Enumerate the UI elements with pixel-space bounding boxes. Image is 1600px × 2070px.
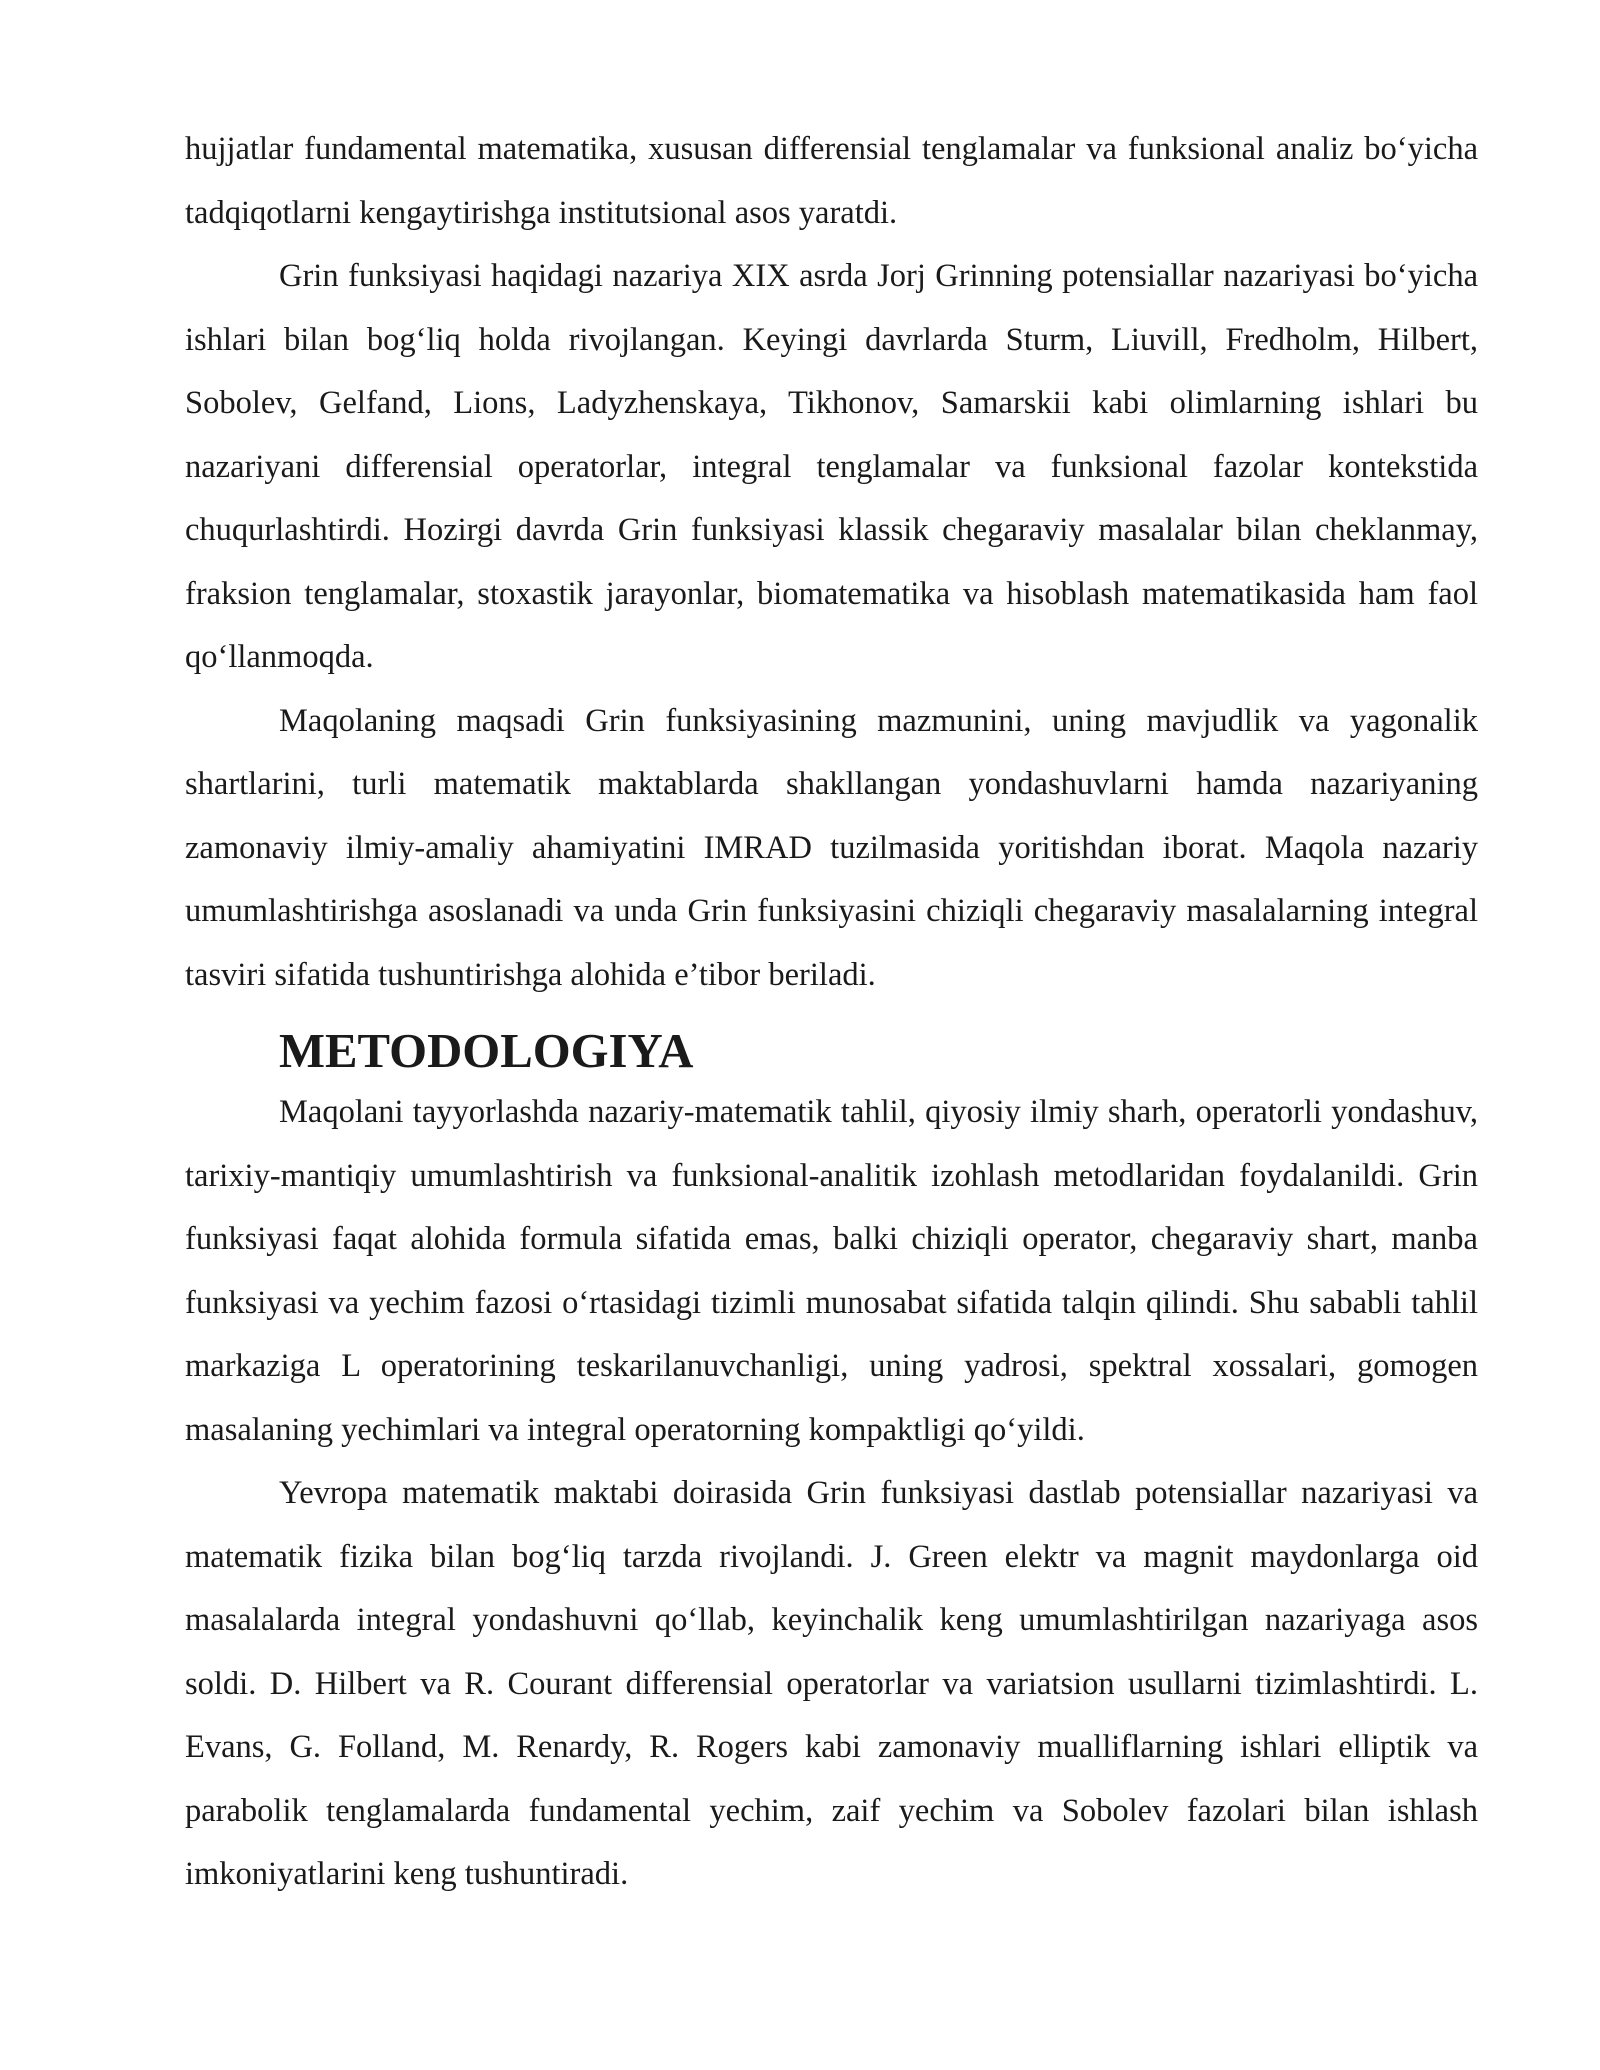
section-heading-methodology: METODOLOGIYA [279,1024,694,1078]
paragraph-methodology: Maqolani tayyorlashda nazariy-matematik tahlil, qiyosiy ilmiy sharh, operatorli yondashuv, tarixiy-mantiqiy umumlashtirish va funksional-analitik izohlash metodlaridan foydalanildi. Grin funksiyasi faqat alohida formula sifatida emas, balki chiziqli operator, chegaraviy shart, manba funksiyasi va yechim fazosi o‘rtasidagi tizimli munosabat sifatida talqin qilindi. Shu sababli tahlil markaziga L operatorining teskarilanuvchanligi, uning yadrosi, spektral xossalari, gomogen masalaning yechimlari va integral operatorning kompaktligi qo‘yildi. [185,1094,1478,1448]
paragraph-continuation: hujjatlar fundamental matematika, xususan differensial tenglamalar va funksional analiz bo‘yicha tadqiqotlarni kengaytirishga institutsional asos yaratdi. [185,131,1478,231]
paragraph-european-school: Yevropa matematik maktabi doirasida Grin funksiyasi dastlab potensiallar nazariyasi va matematik fizika bilan bog‘liq tarzda rivojlandi. J. Green elektr va magnit maydonlarga oid masalalarda integral yondashuvni qo‘llab, keyinchalik keng umumlashtirilgan nazariyaga asos soldi. D. Hilbert va R. Courant differensial operatorlar va variatsion usullarni tizimlashtirdi. L. Evans, G. Folland, M. Renardy, R. Rogers kabi zamonaviy mualliflarning ishlari elliptik va parabolik tenglamalarda fundamental yechim, zaif yechim va Sobolev fazolari bilan ishlash imkoniyatlarini keng tushuntiradi. [185,1475,1478,1892]
document-page [185,118,1478,1907]
paragraph-article-goal: Maqolaning maqsadi Grin funksiyasining mazmunini, uning mavjudlik va yagonalik shartlarini, turli matematik maktablarda shakllangan yondashuvlarni hamda nazariyaning zamonaviy ilmiy-amaliy ahamiyatini IMRAD tuzilmasida yoritishdan iborat. Maqola nazariy umumlashtirishga asoslanadi va unda Grin funksiyasini chiziqli chegaraviy masalalarning integral tasviri sifatida tushuntirishga alohida e’tibor beriladi. [185,702,1478,993]
paragraph-green-function-history: Grin funksiyasi haqidagi nazariya XIX asrda Jorj Grinning potensiallar nazariyasi bo‘yicha ishlari bilan bog‘liq holda rivojlangan. Keyingi davrlarda Sturm, Liuvill, Fredholm, Hilbert, Sobolev, Gelfand, Lions, Ladyzhenskaya, Tikhonov, Samarskii kabi olimlarning ishlari bu nazariyani differensial operatorlar, integral tenglamalar va funksional fazolar kontekstida chuqurlashtirdi. Hozirgi davrda Grin funksiyasi klassik chegaraviy masalalar bilan cheklanmay, fraksion tenglamalar, stoxastik jarayonlar, biomatematika va hisoblash matematikasida ham faol qo‘llanmoqda. [185,258,1478,675]
